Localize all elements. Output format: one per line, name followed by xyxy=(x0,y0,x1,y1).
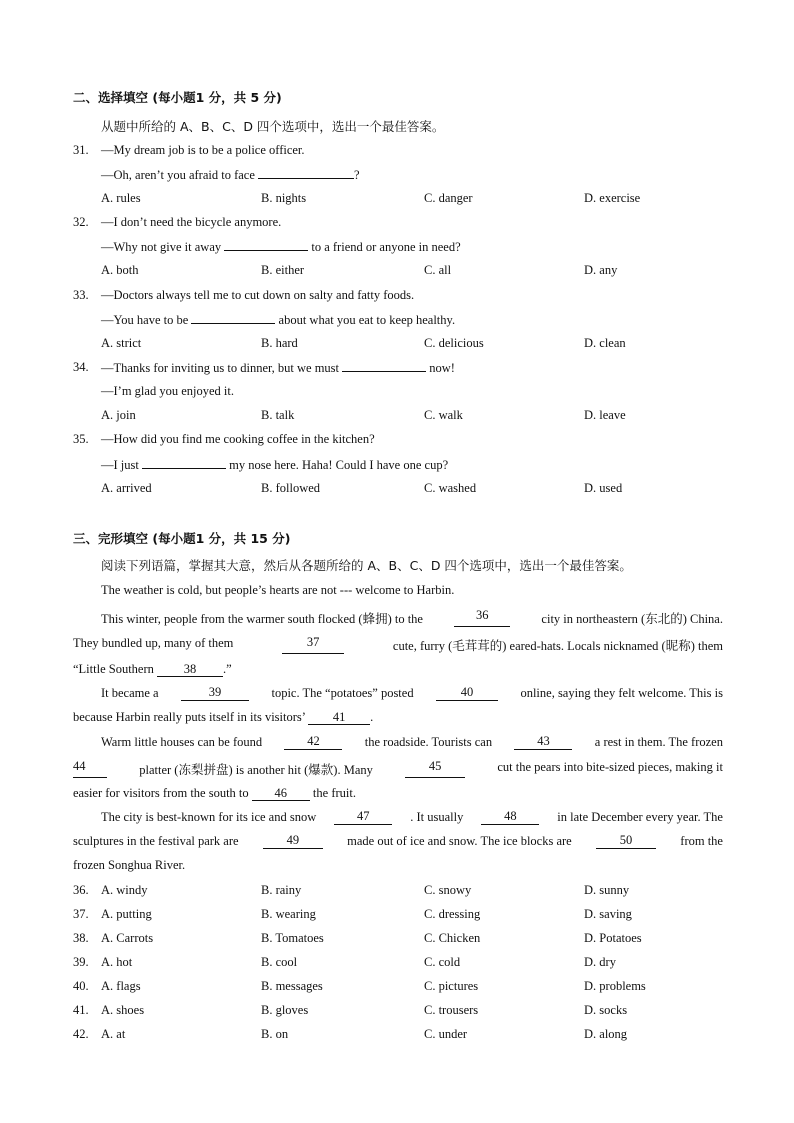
passage-line: Warm little houses can be found 42 the roadside. Tourists can 43 a rest in them. The frozen xyxy=(101,734,723,749)
question-number: 36. xyxy=(73,883,89,897)
option-a[interactable]: A. windy xyxy=(101,883,148,897)
answer-blank[interactable] xyxy=(191,312,275,324)
question-number: 35. xyxy=(73,432,89,446)
question-number: 37. xyxy=(73,907,89,921)
passage-line: The weather is cold, but people’s hearts are not --- welcome to Harbin. xyxy=(101,583,455,597)
section-3-instruction: 阅读下列语篇，掌握其大意，然后从各题所给的 A、B、C、D 四个选项中，选出一个最佳答案。 xyxy=(101,558,632,573)
cloze-blank[interactable]: 42 xyxy=(284,735,342,750)
option-d[interactable]: D. problems xyxy=(584,979,646,993)
option-c[interactable]: C. all xyxy=(424,263,452,277)
option-c[interactable]: C. under xyxy=(424,1027,468,1041)
question-number: 38. xyxy=(73,931,89,945)
option-b[interactable]: B. wearing xyxy=(261,907,316,921)
question-number: 40. xyxy=(73,979,89,993)
option-c[interactable]: C. snowy xyxy=(424,883,472,897)
dialogue-line: —Why not give it away to a friend or anyone in need? xyxy=(101,240,461,254)
cloze-blank[interactable]: 49 xyxy=(263,834,323,849)
option-d[interactable]: D. Potatoes xyxy=(584,931,642,945)
option-d[interactable]: D. leave xyxy=(584,408,626,422)
option-a[interactable]: A. arrived xyxy=(101,481,152,495)
option-c[interactable]: C. delicious xyxy=(424,336,484,350)
question-number: 33. xyxy=(73,288,89,302)
option-c[interactable]: C. washed xyxy=(424,481,477,495)
passage-line: 44 platter (冻梨拼盘) is another hit (爆款). Many 45 cut the pears into bite-sized pieces, making it xyxy=(73,759,723,777)
dialogue-line: —I don’t need the bicycle anymore. xyxy=(101,215,282,229)
answer-blank[interactable] xyxy=(224,239,308,251)
answer-blank[interactable] xyxy=(342,360,426,372)
dialogue-line: —Oh, aren’t you afraid to face ? xyxy=(101,168,360,182)
option-b[interactable]: B. messages xyxy=(261,979,323,993)
question-number: 42. xyxy=(73,1027,89,1041)
option-d[interactable]: D. dry xyxy=(584,955,616,969)
option-d[interactable]: D. used xyxy=(584,481,623,495)
section-3-title: 三、完形填空 (每小题1 分，共 15 分) xyxy=(73,531,291,546)
option-d[interactable]: D. along xyxy=(584,1027,628,1041)
option-a[interactable]: A. Carrots xyxy=(101,931,154,945)
option-a[interactable]: A. flags xyxy=(101,979,141,993)
passage-line: They bundled up, many of them 37 cute, furry (毛茸茸的) eared-hats. Locals nicknamed (昵称) them xyxy=(73,635,723,653)
cloze-blank[interactable]: 41 xyxy=(308,711,370,725)
option-d[interactable]: D. any xyxy=(584,263,618,277)
section-2-title: 二、选择填空 (每小题1 分，共 5 分) xyxy=(73,90,282,105)
dialogue-line: —I’m glad you enjoyed it. xyxy=(101,384,234,398)
question-number: 32. xyxy=(73,215,89,229)
option-d[interactable]: D. clean xyxy=(584,336,626,350)
option-a[interactable]: A. shoes xyxy=(101,1003,145,1017)
option-b[interactable]: B. cool xyxy=(261,955,298,969)
dialogue-line: —Doctors always tell me to cut down on salty and fatty foods. xyxy=(101,288,415,302)
question-number: 31. xyxy=(73,143,89,157)
option-a[interactable]: A. join xyxy=(101,408,136,422)
option-b[interactable]: B. on xyxy=(261,1027,289,1041)
passage-line: “Little Southern 38 .” xyxy=(73,662,232,676)
question-number: 34. xyxy=(73,360,89,374)
passage-line: It became a 39 topic. The “potatoes” posted 40 online, saying they felt welcome. This is xyxy=(101,685,723,700)
cloze-blank[interactable]: 37 xyxy=(282,636,344,654)
option-c[interactable]: C. trousers xyxy=(424,1003,479,1017)
option-c[interactable]: C. dressing xyxy=(424,907,481,921)
option-a[interactable]: A. both xyxy=(101,263,139,277)
passage-line: because Harbin really puts itself in its visitors’ 41 . xyxy=(73,710,374,724)
option-c[interactable]: C. Chicken xyxy=(424,931,481,945)
cloze-blank[interactable]: 45 xyxy=(405,760,465,778)
answer-blank[interactable] xyxy=(258,167,354,179)
option-a[interactable]: A. rules xyxy=(101,191,141,205)
dialogue-line: —You have to be about what you eat to keep healthy. xyxy=(101,313,456,327)
cloze-blank[interactable]: 47 xyxy=(334,810,392,825)
option-a[interactable]: A. at xyxy=(101,1027,126,1041)
option-a[interactable]: A. putting xyxy=(101,907,152,921)
passage-line: easier for visitors from the south to 46 the fruit. xyxy=(73,786,356,800)
cloze-blank[interactable]: 39 xyxy=(181,686,249,701)
dialogue-line: —How did you find me cooking coffee in the kitchen? xyxy=(101,432,375,446)
option-b[interactable]: B. rainy xyxy=(261,883,302,897)
option-b[interactable]: B. Tomatoes xyxy=(261,931,324,945)
passage-line: frozen Songhua River. xyxy=(73,858,186,872)
option-c[interactable]: C. cold xyxy=(424,955,461,969)
section-2-instruction: 从题中所给的 A、B、C、D 四个选项中，选出一个最佳答案。 xyxy=(101,119,445,134)
option-b[interactable]: B. followed xyxy=(261,481,321,495)
option-d[interactable]: D. sunny xyxy=(584,883,630,897)
question-number: 39. xyxy=(73,955,89,969)
cloze-blank[interactable]: 44 xyxy=(73,760,107,778)
option-b[interactable]: B. talk xyxy=(261,408,295,422)
option-a[interactable]: A. hot xyxy=(101,955,133,969)
option-d[interactable]: D. socks xyxy=(584,1003,628,1017)
dialogue-line: —Thanks for inviting us to dinner, but we must now! xyxy=(101,361,455,375)
cloze-blank[interactable]: 48 xyxy=(481,810,539,825)
dialogue-line: —I just my nose here. Haha! Could I have one cup? xyxy=(101,458,449,472)
option-c[interactable]: C. danger xyxy=(424,191,473,205)
dialogue-line: —My dream job is to be a police officer. xyxy=(101,143,305,157)
option-a[interactable]: A. strict xyxy=(101,336,142,350)
option-c[interactable]: C. walk xyxy=(424,408,463,422)
cloze-blank[interactable]: 50 xyxy=(596,834,656,849)
cloze-blank[interactable]: 40 xyxy=(436,686,498,701)
cloze-blank[interactable]: 43 xyxy=(514,735,572,750)
answer-blank[interactable] xyxy=(142,457,226,469)
option-d[interactable]: D. saving xyxy=(584,907,632,921)
question-number: 41. xyxy=(73,1003,89,1017)
cloze-blank[interactable]: 38 xyxy=(157,663,223,677)
passage-line: The city is best-known for its ice and snow 47 . It usually 48 in late December every year. The xyxy=(101,809,723,824)
option-b[interactable]: B. hard xyxy=(261,336,298,350)
option-b[interactable]: B. nights xyxy=(261,191,307,205)
cloze-blank[interactable]: 46 xyxy=(252,787,310,801)
passage-line: sculptures in the festival park are 49 made out of ice and snow. The ice blocks are 50 from the xyxy=(73,833,723,848)
passage-line: This winter, people from the warmer south flocked (蜂拥) to the 36 city in northeastern (东北的) China. xyxy=(101,608,723,626)
cloze-blank[interactable]: 36 xyxy=(454,609,510,627)
option-d[interactable]: D. exercise xyxy=(584,191,641,205)
option-b[interactable]: B. either xyxy=(261,263,305,277)
option-b[interactable]: B. gloves xyxy=(261,1003,309,1017)
option-c[interactable]: C. pictures xyxy=(424,979,479,993)
